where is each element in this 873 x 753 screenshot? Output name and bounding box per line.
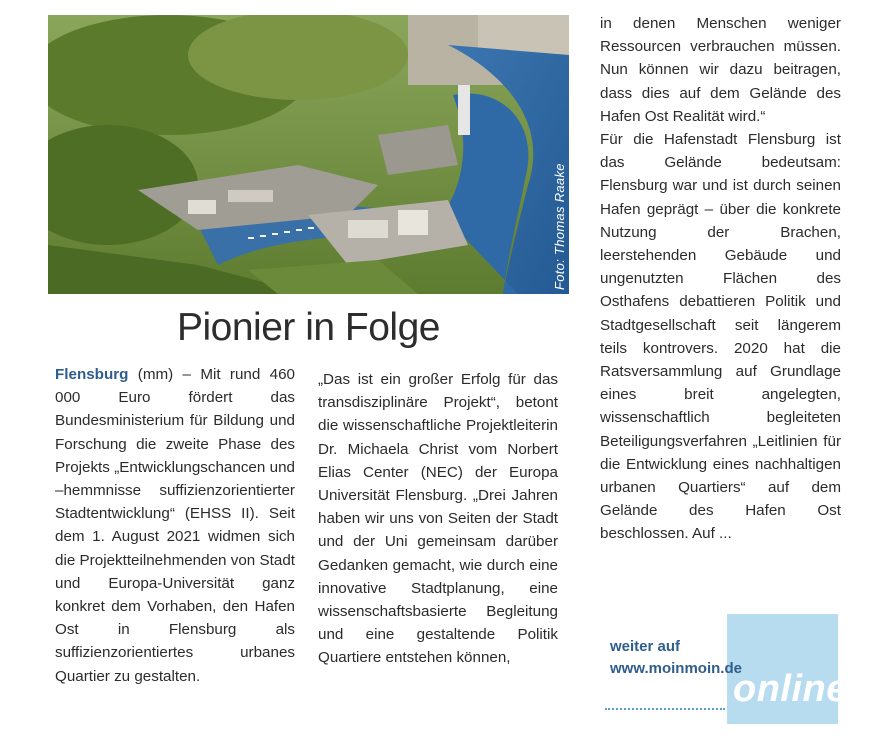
- article-column-1: [55, 363, 295, 688]
- online-link-block[interactable]: [610, 636, 742, 680]
- column-3-paragraph-1: in denen Menschen weniger Ressourcen verbrauchen müssen. Nun können wir dazu beitragen, dass dies auf dem Gelände des Hafen Ost Realität wird.“: [600, 15, 841, 125]
- column-2-text: „Das ist ein großer Erfolg für das transdisziplinäre Projekt“, betont die wissenschaftliche Projektleiterin Dr. Michaela Christ vom Norbert Elias Center (NEC) der Europa Universität Flensburg. „Drei Jahren haben wir uns von Seiten der Stadt und der Uni gemeinsam darüber Gedanken gemacht, wie durch eine innovative Stadtplanung, eine wissenschaftsbasierte Begleitung und eine gestaltende Politik Quartiere entstehen können,: [318, 371, 558, 667]
- article-column-2: [318, 368, 558, 670]
- column-1-text: (mm) – Mit rund 460 000 Euro fördert das Bundesministerium für Bildung und Forschung die zweite Phase des Projekts „Entwicklungschancen und –hemmnisse suffizienzorientierter Stadtentwicklung“ (EHSS II). Seit dem 1. August 2021 widmen sich die Projektteilnehmenden von Stadt und Europa-Universität ganz konkret dem Vorhaben, den Hafen Ost in Flensburg als suffizienzorientiertes urbanes Quartier zu gestalten.: [55, 366, 295, 685]
- article-column-3: [600, 12, 841, 546]
- column-3-paragraph-2: Für die Hafenstadt Flensburg ist das Gelände bedeutsam: Flensburg war und ist durch seinen Hafen geprägt – über die konkrete Nutzung der Brachen, leerstehenden Gebäude und ungenutzten Flächen des Osthafens debattieren Politik und Stadtgesellschaft seit längerem teils kontrovers. 2020 hat die Ratsversammlung auf Grundlage eines breit angelegten, wissenschaftlich begleiteten Beteiligungsverfahren „Leitlinien für die Entwicklung eines nachhaltigen urbanen Quartiers“ auf dem Gelände des Hafen Ost beschlossen. Auf ...: [600, 131, 841, 543]
- online-link-label: weiter auf: [610, 638, 681, 655]
- photo-credit: Foto: Thomas Raake: [552, 163, 567, 290]
- aerial-photo: [48, 15, 569, 294]
- online-badge-text: online: [733, 668, 848, 710]
- harbor-aerial-image: [48, 15, 569, 294]
- dotted-divider: [605, 708, 725, 710]
- online-link-url[interactable]: www.moinmoin.de: [610, 660, 742, 677]
- article-location: Flensburg: [55, 366, 129, 383]
- article-headline: Pionier in Folge: [177, 306, 440, 349]
